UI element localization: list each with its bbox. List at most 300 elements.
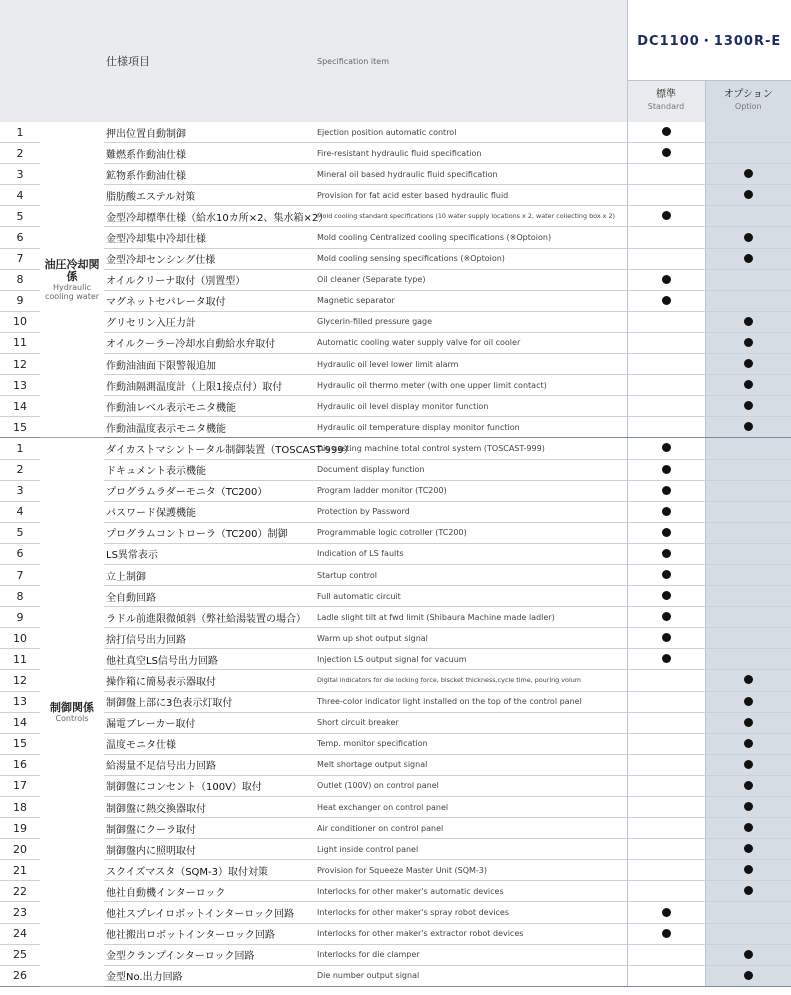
row-number: 9	[0, 290, 40, 311]
option-dot-icon	[744, 380, 753, 389]
spec-item-en: Warm up shot output signal	[315, 628, 627, 649]
row-number: 26	[0, 965, 40, 986]
standard-cell	[627, 775, 705, 796]
standard-cell	[627, 881, 705, 902]
table-row	[0, 564, 791, 585]
option-dot-icon	[744, 844, 753, 853]
option-dot-icon	[744, 886, 753, 895]
standard-dot-icon	[662, 528, 671, 537]
row-number: 15	[0, 417, 40, 438]
standard-cell	[627, 944, 705, 965]
spec-item-ja: プログラムラダーモニタ（TC200）	[104, 480, 315, 501]
spec-item-en: Die casting machine total control system (TOSCAST-999)	[315, 438, 627, 459]
spec-item-en: Outlet (100V) on control panel	[315, 775, 627, 796]
standard-dot-icon	[662, 908, 671, 917]
table-row	[0, 818, 791, 839]
option-cell	[705, 354, 791, 375]
spec-item-ja: 金型冷却センシング仕様	[104, 248, 315, 269]
option-dot-icon	[744, 675, 753, 684]
row-number: 5	[0, 522, 40, 543]
spec-item-ja: 給湯量不足信号出力回路	[104, 754, 315, 775]
spec-item-en-header: Specification item	[315, 0, 627, 122]
header-blank	[0, 0, 104, 122]
option-cell	[705, 185, 791, 206]
row-number: 10	[0, 311, 40, 332]
spec-item-ja: 制御盤にコンセント（100V）取付	[104, 775, 315, 796]
standard-dot-icon	[662, 633, 671, 642]
standard-cell	[627, 839, 705, 860]
table-row	[0, 839, 791, 860]
standard-cell	[627, 459, 705, 480]
option-cell	[705, 248, 791, 269]
standard-dot-icon	[662, 127, 671, 136]
spec-item-en: Three-color indicator light installed on the top of the control panel	[315, 691, 627, 712]
spec-item-en: Die number output signal	[315, 965, 627, 986]
spec-item-ja: グリセリン入圧力計	[104, 311, 315, 332]
row-number: 18	[0, 797, 40, 818]
option-dot-icon	[744, 950, 753, 959]
standard-dot-icon	[662, 443, 671, 452]
option-cell	[705, 649, 791, 670]
standard-cell	[627, 564, 705, 585]
standard-cell	[627, 712, 705, 733]
spec-item-ja: LS異常表示	[104, 543, 315, 564]
option-cell	[705, 691, 791, 712]
option-cell	[705, 543, 791, 564]
spec-item-en: Oil cleaner (Separate type)	[315, 269, 627, 290]
standard-cell	[627, 965, 705, 986]
spec-item-ja: 他社スプレイロボットインターロック回路	[104, 902, 315, 923]
spec-item-ja: 作動油温度表示モニタ機能	[104, 417, 315, 438]
option-cell	[705, 417, 791, 438]
spec-item-ja: 金型クランプインターロック回路	[104, 944, 315, 965]
spec-item-en: Provision for Squeeze Master Unit (SQM-3)	[315, 860, 627, 881]
spec-item-en: Protection by Password	[315, 501, 627, 522]
standard-ja: 標準	[656, 89, 676, 101]
option-cell	[705, 628, 791, 649]
standard-cell	[627, 902, 705, 923]
row-number: 4	[0, 501, 40, 522]
standard-cell	[627, 227, 705, 248]
option-cell	[705, 206, 791, 227]
option-dot-icon	[744, 802, 753, 811]
row-number: 19	[0, 818, 40, 839]
standard-cell	[627, 797, 705, 818]
table-row	[0, 607, 791, 628]
option-cell	[705, 586, 791, 607]
option-cell	[705, 902, 791, 923]
spec-item-en: Mineral oil based hydraulic fluid specification	[315, 164, 627, 185]
spec-item-en: Air conditioner on control panel	[315, 818, 627, 839]
standard-cell	[627, 670, 705, 691]
standard-cell	[627, 248, 705, 269]
spec-item-en: Hydraulic oil level lower limit alarm	[315, 354, 627, 375]
option-cell	[705, 332, 791, 353]
row-number: 10	[0, 628, 40, 649]
spec-item-ja: 漏電ブレーカー取付	[104, 712, 315, 733]
spec-item-ja: 制御盤にクーラ取付	[104, 818, 315, 839]
spec-item-en: Document display function	[315, 459, 627, 480]
standard-dot-icon	[662, 570, 671, 579]
table-row	[0, 923, 791, 944]
standard-cell	[627, 311, 705, 332]
row-number: 21	[0, 860, 40, 881]
option-cell	[705, 670, 791, 691]
table-row	[0, 459, 791, 480]
option-cell	[705, 143, 791, 164]
option-cell	[705, 881, 791, 902]
spec-item-ja: 作動油隔測温度計（上限1接点付）取付	[104, 375, 315, 396]
row-number: 13	[0, 691, 40, 712]
spec-item-en: Light inside control panel	[315, 839, 627, 860]
spec-item-en: Mold cooling standard specifications (10 water supply locations x 2, water collecting box x 2)	[315, 206, 627, 227]
row-number: 11	[0, 332, 40, 353]
spec-item-en: Hydraulic oil level display monitor function	[315, 396, 627, 417]
standard-dot-icon	[662, 486, 671, 495]
option-cell	[705, 122, 791, 143]
spec-item-en: Provision for fat acid ester based hydraulic fluid	[315, 185, 627, 206]
section-group-label	[40, 122, 104, 438]
table-row	[0, 206, 791, 227]
table-row	[0, 649, 791, 670]
spec-item-ja-header: 仕様項目	[104, 0, 315, 122]
spec-item-ja: 鉱物系作動油仕様	[104, 164, 315, 185]
option-header	[705, 80, 791, 122]
table-row	[0, 417, 791, 438]
spec-item-en: Hydraulic oil thermo meter (with one upper limit contact)	[315, 375, 627, 396]
standard-dot-icon	[662, 507, 671, 516]
spec-item-ja: マグネットセパレータ取付	[104, 290, 315, 311]
spec-item-en: Interlocks for die clamper	[315, 944, 627, 965]
option-dot-icon	[744, 401, 753, 410]
table-row	[0, 185, 791, 206]
option-cell	[705, 564, 791, 585]
standard-cell	[627, 375, 705, 396]
option-cell	[705, 754, 791, 775]
option-cell	[705, 839, 791, 860]
standard-dot-icon	[662, 591, 671, 600]
table-row	[0, 122, 791, 143]
option-dot-icon	[744, 823, 753, 832]
spec-item-ja: 金型冷却標準仕様（給水10カ所×2、集水箱×2）	[104, 206, 315, 227]
group-label-en: Hydraulic cooling water	[44, 282, 100, 301]
spec-table-body	[0, 122, 791, 986]
spec-item-ja: 金型No.出力回路	[104, 965, 315, 986]
table-row	[0, 522, 791, 543]
spec-item-ja: 他社真空LS信号出力回路	[104, 649, 315, 670]
table-row	[0, 881, 791, 902]
option-cell	[705, 480, 791, 501]
row-number: 7	[0, 564, 40, 585]
standard-dot-icon	[662, 654, 671, 663]
spec-item-en: Heat exchanger on control panel	[315, 797, 627, 818]
option-cell	[705, 269, 791, 290]
spec-item-ja: 金型冷却集中冷却仕様	[104, 227, 315, 248]
table-row	[0, 480, 791, 501]
option-cell	[705, 459, 791, 480]
table-row	[0, 860, 791, 881]
spec-item-en: Melt shortage output signal	[315, 754, 627, 775]
row-number: 8	[0, 586, 40, 607]
option-dot-icon	[744, 254, 753, 263]
row-number: 2	[0, 143, 40, 164]
table-row	[0, 248, 791, 269]
standard-cell	[627, 522, 705, 543]
row-number: 17	[0, 775, 40, 796]
spec-item-en: Ejection position automatic control	[315, 122, 627, 143]
spec-item-en: Temp. monitor specification	[315, 733, 627, 754]
standard-cell	[627, 417, 705, 438]
standard-cell	[627, 860, 705, 881]
option-cell	[705, 607, 791, 628]
row-number: 7	[0, 248, 40, 269]
option-cell	[705, 375, 791, 396]
section-group-label	[40, 438, 104, 986]
standard-cell	[627, 122, 705, 143]
row-number: 2	[0, 459, 40, 480]
option-dot-icon	[744, 697, 753, 706]
row-number: 14	[0, 712, 40, 733]
option-dot-icon	[744, 718, 753, 727]
spec-item-ja: 立上制御	[104, 564, 315, 585]
option-dot-icon	[744, 760, 753, 769]
table-row	[0, 754, 791, 775]
table-row	[0, 944, 791, 965]
spec-item-ja: 制御盤に熱交換器取付	[104, 797, 315, 818]
spec-item-ja: 作動油油面下限警報追加	[104, 354, 315, 375]
standard-cell	[627, 164, 705, 185]
option-cell	[705, 311, 791, 332]
spec-item-en: Ladle slight tilt at fwd limit (Shibaura Machine made ladler)	[315, 607, 627, 628]
table-row	[0, 311, 791, 332]
spec-item-en: Interlocks for other maker's extractor robot devices	[315, 923, 627, 944]
table-row	[0, 332, 791, 353]
standard-dot-icon	[662, 612, 671, 621]
table-row	[0, 902, 791, 923]
standard-cell	[627, 438, 705, 459]
option-cell	[705, 733, 791, 754]
row-number: 12	[0, 670, 40, 691]
table-row	[0, 543, 791, 564]
row-number: 6	[0, 227, 40, 248]
spec-item-ja: スクイズマスタ（SQM-3）取付対策	[104, 860, 315, 881]
option-dot-icon	[744, 317, 753, 326]
spec-item-en: Mold cooling sensing specifications (※Optoion)	[315, 248, 627, 269]
row-number: 8	[0, 269, 40, 290]
standard-cell	[627, 586, 705, 607]
standard-cell	[627, 290, 705, 311]
option-dot-icon	[744, 971, 753, 980]
option-cell	[705, 818, 791, 839]
table-row	[0, 290, 791, 311]
standard-cell	[627, 923, 705, 944]
standard-dot-icon	[662, 549, 671, 558]
spec-item-ja: 制御盤上部に3色表示灯取付	[104, 691, 315, 712]
option-cell	[705, 860, 791, 881]
spec-item-en: Programmable logic cotroller (TC200)	[315, 522, 627, 543]
spec-item-ja: 押出位置自動制御	[104, 122, 315, 143]
table-row	[0, 586, 791, 607]
table-row	[0, 691, 791, 712]
standard-cell	[627, 269, 705, 290]
table-row	[0, 733, 791, 754]
standard-cell	[627, 649, 705, 670]
spec-item-en: Magnetic separator	[315, 290, 627, 311]
option-cell	[705, 775, 791, 796]
spec-item-ja: 温度モニタ仕様	[104, 733, 315, 754]
option-dot-icon	[744, 781, 753, 790]
row-number: 3	[0, 480, 40, 501]
spec-item-ja: 捨打信号出力回路	[104, 628, 315, 649]
spec-item-ja: 全自動回路	[104, 586, 315, 607]
standard-cell	[627, 628, 705, 649]
option-cell	[705, 712, 791, 733]
spec-item-ja: プログラムコントローラ（TC200）制御	[104, 522, 315, 543]
table-row	[0, 269, 791, 290]
table-row	[0, 965, 791, 986]
option-dot-icon	[744, 359, 753, 368]
option-cell	[705, 396, 791, 417]
standard-cell	[627, 143, 705, 164]
standard-en: Standard	[647, 102, 685, 112]
table-row	[0, 438, 791, 459]
row-number: 1	[0, 438, 40, 459]
group-label-en: Controls	[55, 713, 89, 723]
option-cell	[705, 965, 791, 986]
option-dot-icon	[744, 422, 753, 431]
standard-cell	[627, 206, 705, 227]
group-label-ja: 制御関係	[50, 700, 94, 714]
spec-item-en: Interlocks for other maker's automatic devices	[315, 881, 627, 902]
spec-item-ja: 難燃系作動油仕様	[104, 143, 315, 164]
spec-item-en: Full automatic circuit	[315, 586, 627, 607]
option-en: Option	[734, 102, 762, 112]
row-number: 1	[0, 122, 40, 143]
option-cell	[705, 522, 791, 543]
standard-dot-icon	[662, 148, 671, 157]
standard-cell	[627, 543, 705, 564]
spec-item-ja: 他社搬出ロボットインターロック回路	[104, 923, 315, 944]
row-number: 14	[0, 396, 40, 417]
row-number: 9	[0, 607, 40, 628]
row-number: 11	[0, 649, 40, 670]
spec-item-ja: ダイカストマシントータル制御装置（TOSCAST-999）	[104, 438, 315, 459]
standard-cell	[627, 733, 705, 754]
option-cell	[705, 227, 791, 248]
spec-item-ja: 他社自動機インターロック	[104, 881, 315, 902]
spec-item-en: Startup control	[315, 564, 627, 585]
table-row	[0, 670, 791, 691]
spec-item-en: Hydraulic oil temperature display monitor function	[315, 417, 627, 438]
spec-item-en: Short circuit breaker	[315, 712, 627, 733]
table-row	[0, 628, 791, 649]
row-number: 4	[0, 185, 40, 206]
option-dot-icon	[744, 865, 753, 874]
option-dot-icon	[744, 338, 753, 347]
option-cell	[705, 164, 791, 185]
table-row	[0, 396, 791, 417]
row-number: 6	[0, 543, 40, 564]
table-row	[0, 227, 791, 248]
spec-item-ja: ラドル前進限微傾斜（弊社給湯装置の場合）	[104, 607, 315, 628]
standard-cell	[627, 332, 705, 353]
option-ja: オプション	[723, 89, 773, 101]
option-cell	[705, 797, 791, 818]
standard-dot-icon	[662, 275, 671, 284]
standard-dot-icon	[662, 211, 671, 220]
table-row	[0, 375, 791, 396]
row-number: 3	[0, 164, 40, 185]
row-number: 5	[0, 206, 40, 227]
row-number: 23	[0, 902, 40, 923]
standard-dot-icon	[662, 465, 671, 474]
table-row	[0, 164, 791, 185]
table-row	[0, 501, 791, 522]
standard-cell	[627, 754, 705, 775]
spec-item-ja: ドキュメント表示機能	[104, 459, 315, 480]
standard-cell	[627, 501, 705, 522]
spec-item-ja: パスワード保護機能	[104, 501, 315, 522]
spec-item-en: Program ladder monitor (TC200)	[315, 480, 627, 501]
row-number: 16	[0, 754, 40, 775]
table-row	[0, 143, 791, 164]
row-number: 20	[0, 839, 40, 860]
spec-item-en: Mold cooling Centralized cooling specifications (※Optoion)	[315, 227, 627, 248]
model-header: DC1100・1300R-E	[627, 0, 791, 80]
table-row	[0, 354, 791, 375]
spec-item-ja: オイルクーラー冷却水自動給水弁取付	[104, 332, 315, 353]
group-label-ja: 油圧冷却関係	[44, 257, 100, 283]
standard-dot-icon	[662, 929, 671, 938]
option-cell	[705, 438, 791, 459]
option-dot-icon	[744, 169, 753, 178]
table-row	[0, 775, 791, 796]
standard-cell	[627, 818, 705, 839]
option-dot-icon	[744, 233, 753, 242]
spec-item-ja: 作動油レベル表示モニタ機能	[104, 396, 315, 417]
spec-item-ja: 脂肪酸エステル対策	[104, 185, 315, 206]
option-cell	[705, 923, 791, 944]
option-dot-icon	[744, 190, 753, 199]
standard-header	[627, 80, 705, 122]
standard-cell	[627, 354, 705, 375]
row-number: 22	[0, 881, 40, 902]
row-number: 24	[0, 923, 40, 944]
standard-cell	[627, 607, 705, 628]
standard-cell	[627, 691, 705, 712]
spec-item-en: Injection LS output signal for vacuum	[315, 649, 627, 670]
spec-item-ja: オイルクリーナ取付（別置型）	[104, 269, 315, 290]
row-number: 15	[0, 733, 40, 754]
option-cell	[705, 944, 791, 965]
standard-dot-icon	[662, 296, 671, 305]
spec-item-en: Glycerin-filled pressure gage	[315, 311, 627, 332]
option-cell	[705, 501, 791, 522]
spec-item-ja: 操作箱に簡易表示器取付	[104, 670, 315, 691]
spec-item-en: Indication of LS faults	[315, 543, 627, 564]
standard-cell	[627, 185, 705, 206]
standard-cell	[627, 396, 705, 417]
table-row	[0, 712, 791, 733]
spec-item-en: Digital indicators for die locking force, biscket thickness,cycle time, pouring volum	[315, 670, 627, 691]
row-number: 25	[0, 944, 40, 965]
option-cell	[705, 290, 791, 311]
standard-cell	[627, 480, 705, 501]
spec-item-ja: 制御盤内に照明取付	[104, 839, 315, 860]
table-row	[0, 797, 791, 818]
spec-item-en: Fire-resistant hydraulic fluid specification	[315, 143, 627, 164]
spec-item-en: Interlocks for other maker's spray robot devices	[315, 902, 627, 923]
